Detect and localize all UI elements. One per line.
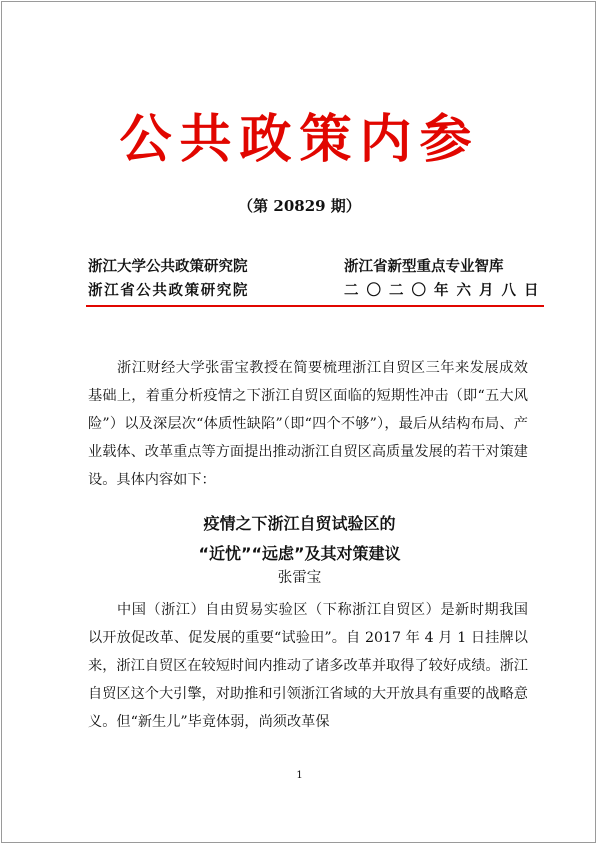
page-number: 1 xyxy=(296,770,303,781)
intro-paragraph: 浙江财经大学张雷宝教授在简要梳理浙江自贸区三年来发展成效基础上，着重分析疫情之下浙江自贸区面临的短期性冲击（即“五大风险”）以及深层次“体质性缺陷”（即“四个不够”），最后从结构布局、产业载体、改革重点等方面提出推动浙江自贸区高质量发展的若干对策建设。具体内容如下： xyxy=(88,360,528,488)
publisher-right-line1: 浙江省新型重点专业智库 xyxy=(344,258,504,275)
publisher-left-line2: 浙江省公共政策研究院 xyxy=(88,282,249,299)
publication-date: 二〇二〇年六月八日 xyxy=(344,282,547,299)
header-divider xyxy=(86,305,544,307)
masthead-title: 公共政策内参 xyxy=(119,109,480,170)
article-title-line2: “近忧”“远虑”及其对策建议 xyxy=(198,544,401,563)
issue-number: （第 20829 期） xyxy=(238,197,361,215)
article-author: 张雷宝 xyxy=(277,570,322,586)
article-body-paragraph: 中国（浙江）自由贸易实验区（下称浙江自贸区）是新时期我国以开放促改革、促发展的重要“试验田”。自 2017 年 4 月 1 日挂牌以来，浙江自贸区在较短时间内推动了诸多改革并取得了较好成绩。浙江自贸区这个大引擎，对助推和引领浙江省域的大开放具有重要的战略意义。但“新生儿”毕竟体弱，尚须改革保 xyxy=(88,602,528,730)
publisher-left-line1: 浙江大学公共政策研究院 xyxy=(88,258,248,275)
article-title-line1: 疫情之下浙江自贸试验区的 xyxy=(203,514,396,533)
